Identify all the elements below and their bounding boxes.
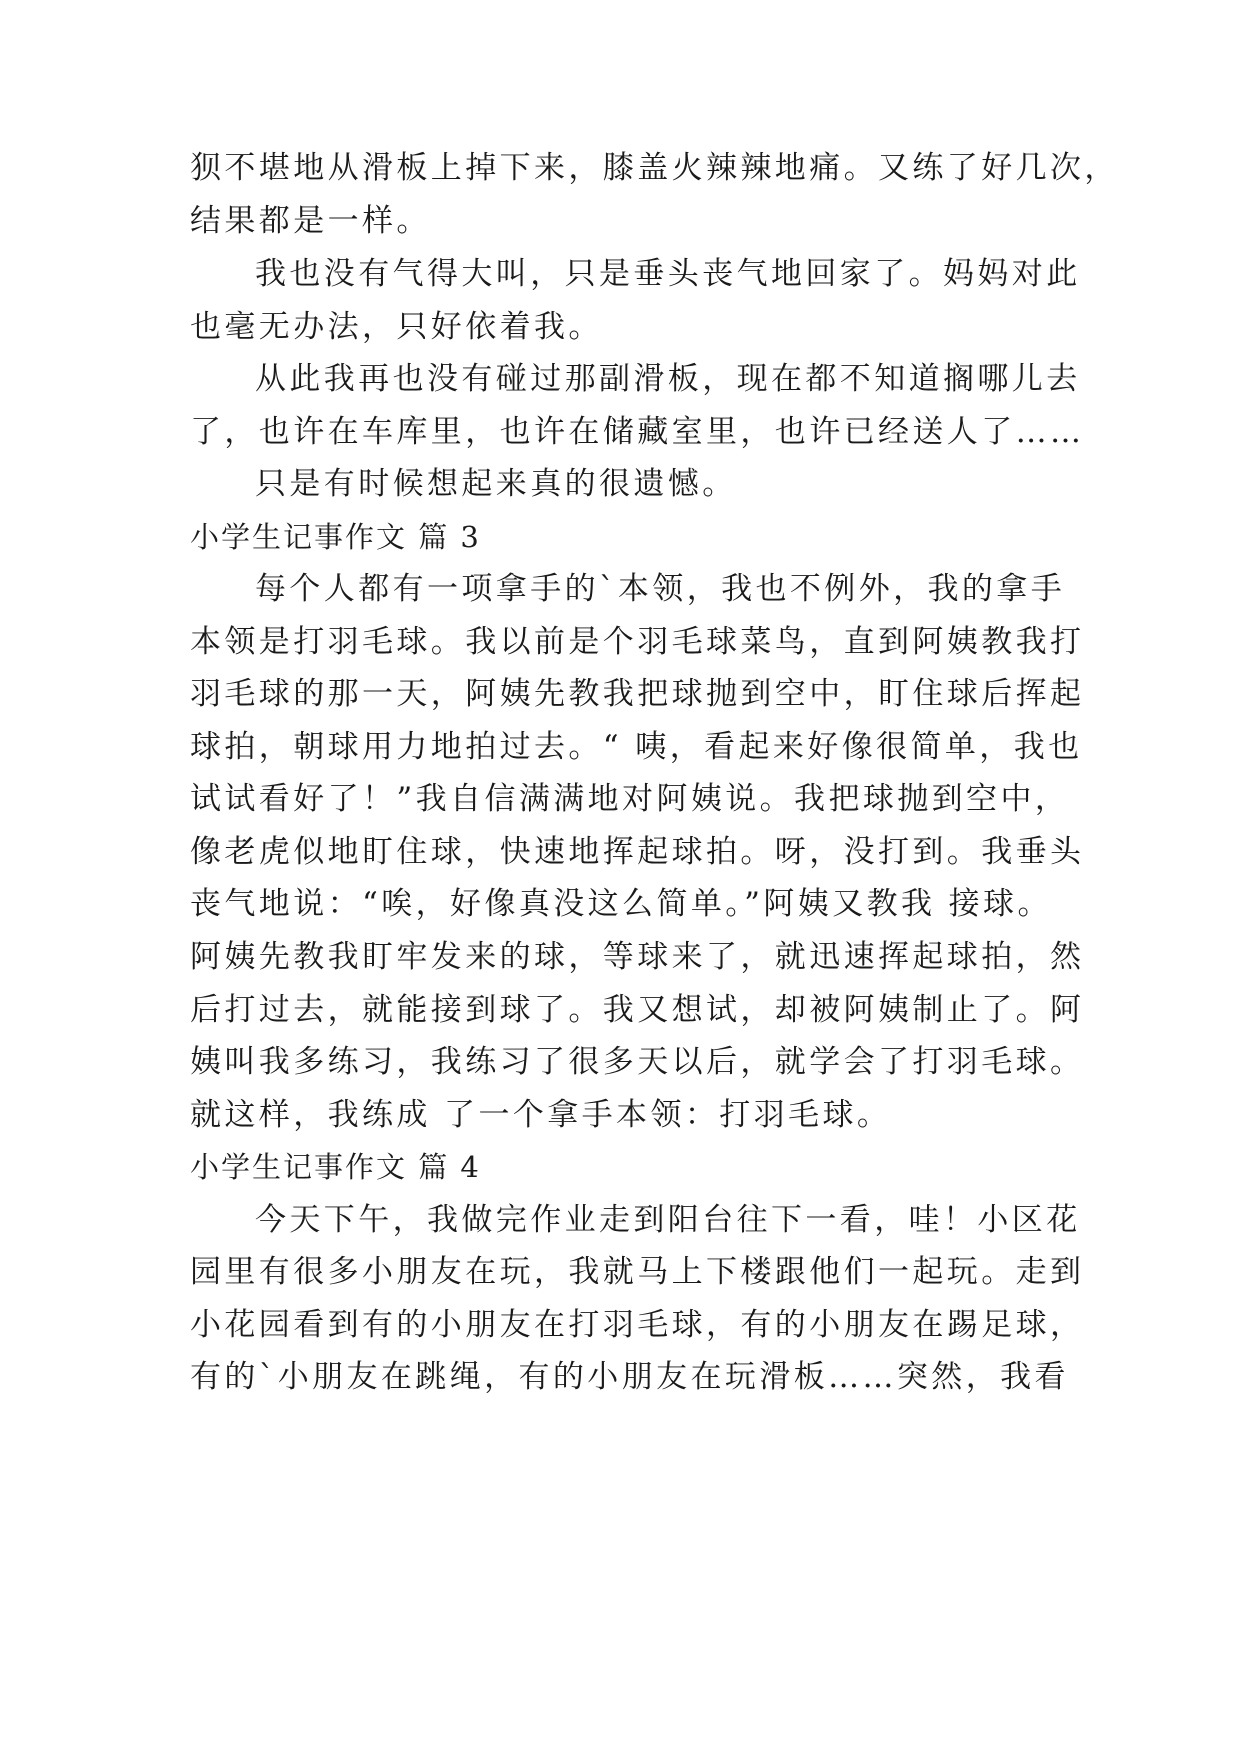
text-line: 后打过去，就能接到球了。我又想试，却被阿姨制止了。阿	[190, 992, 1085, 1028]
text-line: 今天下午，我做完作业走到阳台往下一看，哇！小区花	[255, 1202, 1081, 1238]
text-line: 小花园看到有的小朋友在打羽毛球，有的小朋友在踢足球，	[190, 1307, 1085, 1343]
text-line: 每个人都有一项拿手的`本领，我也不例外，我的拿手	[255, 571, 1066, 607]
text-line: 结果都是一样。	[190, 203, 431, 239]
text-line: 狈不堪地从滑板上掉下来，膝盖火辣辣地痛。又练了好几次，	[190, 150, 1119, 186]
text-line: 像老虎似地盯住球，快速地挥起球拍。呀，没打到。我垂头	[190, 834, 1085, 870]
text-line: 羽毛球的那一天，阿姨先教我把球抛到空中，盯住球后挥起	[190, 676, 1085, 712]
text-line: 我也没有气得大叫，只是垂头丧气地回家了。妈妈对此	[255, 256, 1081, 292]
section-heading: 小学生记事作文 篇 3	[190, 520, 481, 554]
text-line: 从此我再也没有碰过那副滑板，现在都不知道搁哪儿去	[255, 361, 1081, 397]
text-line: 只是有时候想起来真的很遗憾。	[255, 466, 737, 502]
text-line: 本领是打羽毛球。我以前是个羽毛球菜鸟，直到阿姨教我打	[190, 624, 1085, 660]
text-line: 姨叫我多练习，我练习了很多天以后，就学会了打羽毛球。	[190, 1044, 1085, 1080]
text-line: 园里有很多小朋友在玩，我就马上下楼跟他们一起玩。走到	[190, 1254, 1085, 1290]
text-line: 丧气地说：“唉，好像真没这么简单。”阿姨又教我 接球。	[190, 886, 1052, 922]
text-line: 有的`小朋友在跳绳，有的小朋友在玩滑板……突然，我看	[190, 1359, 1069, 1395]
section-heading: 小学生记事作文 篇 4	[190, 1150, 481, 1184]
text-line: 也毫无办法，只好依着我。	[190, 309, 603, 345]
text-line: 了，也许在车库里，也许在储藏室里，也许已经送人了……	[190, 414, 1085, 450]
text-line: 阿姨先教我盯牢发来的球，等球来了，就迅速挥起球拍，然	[190, 939, 1085, 975]
text-line: 就这样，我练成 了一个拿手本领：打羽毛球。	[190, 1097, 892, 1133]
text-line: 试试看好了！”我自信满满地对阿姨说。我把球抛到空中，	[190, 781, 1070, 817]
text-line: 球拍，朝球用力地拍过去。“ 咦，看起来好像很简单，我也	[190, 729, 1083, 765]
